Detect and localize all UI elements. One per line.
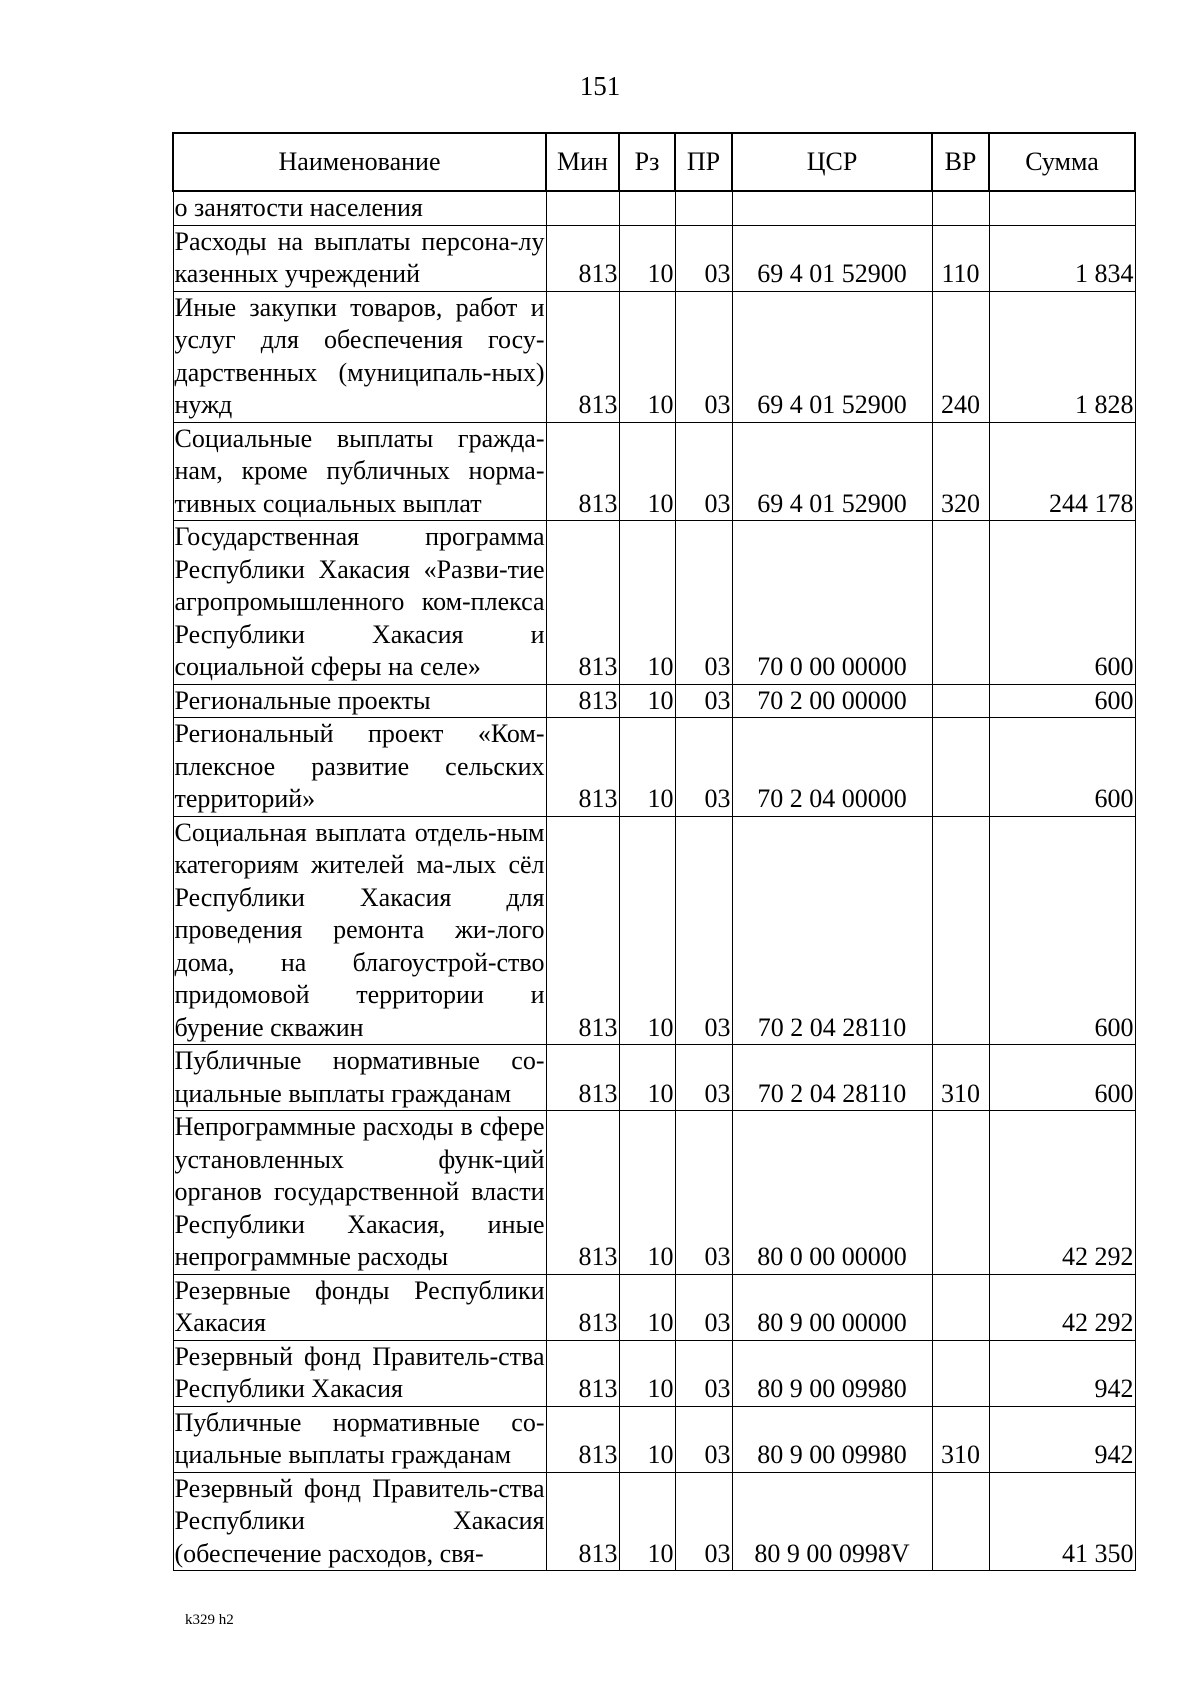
table-row [173,1111,1135,1275]
cell-csr: 70 2 04 28110 [732,816,932,1045]
header-pr: ПР [675,133,732,191]
header-vr: ВР [932,133,989,191]
cell-vr [932,191,989,225]
cell-pr: 03 [675,1406,732,1472]
cell-min: 813 [546,225,619,291]
cell-sum: 600 [989,816,1135,1045]
cell-vr [932,718,989,817]
cell-rz: 10 [619,1045,675,1111]
page-number: 151 [579,71,621,101]
cell-min: 813 [546,422,619,521]
table-row [173,422,1135,521]
cell-csr: 69 4 01 52900 [732,422,932,521]
table-row [173,225,1135,291]
cell-min: 813 [546,816,619,1045]
cell-rz: 10 [619,422,675,521]
cell-sum: 942 [989,1406,1135,1472]
cell-name: Региональные проекты [173,684,546,718]
cell-name: Резервный фонд Правитель-ства Республики Хакасия [173,1340,546,1406]
cell-csr: 80 0 00 00000 [732,1111,932,1275]
cell-rz: 10 [619,718,675,817]
cell-name: Региональный проект «Ком-плексное развитие сельских территорий» [173,718,546,817]
cell-csr: 80 9 00 09980 [732,1406,932,1472]
cell-vr: 310 [932,1045,989,1111]
cell-sum: 41 350 [989,1472,1135,1571]
cell-name: Государственная программа Республики Хакасия «Разви-тие агропромышленного ком-плекса Республики Хакасия и социальной сферы на селе» [173,521,546,685]
cell-name: Публичные нормативные со-циальные выплаты гражданам [173,1406,546,1472]
cell-min: 813 [546,1111,619,1275]
table-header-row [173,133,1135,191]
cell-name: Социальная выплата отдель-ным категориям жителей ма-лых сёл Республики Хакасия для проведения ремонта жи-лого дома, на благоустрой-ство придомовой территории и бурение скважин [173,816,546,1045]
cell-min: 813 [546,684,619,718]
cell-sum: 1 834 [989,225,1135,291]
cell-csr: 69 4 01 52900 [732,291,932,422]
cell-vr [932,1472,989,1571]
cell-rz: 10 [619,291,675,422]
cell-csr: 80 9 00 00000 [732,1274,932,1340]
cell-name: Иные закупки товаров, работ и услуг для обеспечения госу-дарственных (муниципаль-ных) нужд [173,291,546,422]
cell-vr [932,1111,989,1275]
table-row [173,1340,1135,1406]
cell-pr: 03 [675,1274,732,1340]
cell-pr: 03 [675,1340,732,1406]
cell-name: Публичные нормативные со-циальные выплаты гражданам [173,1045,546,1111]
header-rz: Рз [619,133,675,191]
cell-vr [932,1340,989,1406]
cell-min: 813 [546,291,619,422]
cell-min: 813 [546,1472,619,1571]
header-name: Наименование [173,133,546,191]
cell-name: Резервный фонд Правитель-ства Республики Хакасия (обеспечение расходов, свя- [173,1472,546,1571]
cell-rz: 10 [619,1340,675,1406]
budget-table [172,132,1136,1571]
cell-pr: 03 [675,225,732,291]
cell-sum: 942 [989,1340,1135,1406]
cell-vr [932,816,989,1045]
cell-csr [732,191,932,225]
cell-pr [675,191,732,225]
cell-pr: 03 [675,1111,732,1275]
table-row [173,718,1135,817]
cell-rz: 10 [619,1472,675,1571]
footer-code: k329 h2 [185,1612,234,1628]
table-body [173,191,1135,1571]
cell-pr: 03 [675,422,732,521]
cell-min: 813 [546,1274,619,1340]
cell-min: 813 [546,521,619,685]
table-row [173,1472,1135,1571]
cell-sum: 600 [989,521,1135,685]
table-row [173,816,1135,1045]
cell-pr: 03 [675,684,732,718]
cell-pr: 03 [675,291,732,422]
cell-csr: 69 4 01 52900 [732,225,932,291]
cell-sum [989,191,1135,225]
table-row [173,191,1135,225]
cell-csr: 70 2 00 00000 [732,684,932,718]
cell-rz: 10 [619,684,675,718]
cell-sum: 244 178 [989,422,1135,521]
cell-pr: 03 [675,1045,732,1111]
cell-min: 813 [546,718,619,817]
header-sum: Сумма [989,133,1135,191]
cell-vr: 240 [932,291,989,422]
cell-csr: 70 0 00 00000 [732,521,932,685]
cell-csr: 80 9 00 09980 [732,1340,932,1406]
cell-name: Социальные выплаты гражда-нам, кроме публичных норма-тивных социальных выплат [173,422,546,521]
cell-rz: 10 [619,225,675,291]
table-row [173,684,1135,718]
cell-vr: 320 [932,422,989,521]
cell-pr: 03 [675,718,732,817]
cell-min: 813 [546,1340,619,1406]
cell-rz [619,191,675,225]
table-row [173,1045,1135,1111]
table-row [173,1406,1135,1472]
header-min: Мин [546,133,619,191]
cell-sum: 600 [989,1045,1135,1111]
cell-name: Резервные фонды Республики Хакасия [173,1274,546,1340]
cell-rz: 10 [619,1274,675,1340]
header-csr: ЦСР [732,133,932,191]
cell-min [546,191,619,225]
cell-pr: 03 [675,1472,732,1571]
cell-rz: 10 [619,816,675,1045]
cell-vr [932,521,989,685]
cell-pr: 03 [675,521,732,685]
cell-rz: 10 [619,1111,675,1275]
cell-csr: 70 2 04 00000 [732,718,932,817]
cell-sum: 42 292 [989,1111,1135,1275]
cell-name: о занятости населения [173,191,546,225]
cell-csr: 70 2 04 28110 [732,1045,932,1111]
cell-name: Расходы на выплаты персона-лу казенных учреждений [173,225,546,291]
cell-min: 813 [546,1406,619,1472]
cell-rz: 10 [619,521,675,685]
cell-sum: 600 [989,684,1135,718]
cell-vr: 110 [932,225,989,291]
cell-sum: 42 292 [989,1274,1135,1340]
table-row [173,521,1135,685]
table-row [173,291,1135,422]
cell-vr [932,1274,989,1340]
cell-vr [932,684,989,718]
cell-pr: 03 [675,816,732,1045]
cell-rz: 10 [619,1406,675,1472]
table-row [173,1274,1135,1340]
cell-sum: 1 828 [989,291,1135,422]
cell-min: 813 [546,1045,619,1111]
cell-sum: 600 [989,718,1135,817]
cell-csr: 80 9 00 0998V [732,1472,932,1571]
cell-name: Непрограммные расходы в сфере установленных функ-ций органов государственной власти Республики Хакасия, иные непрограммные расходы [173,1111,546,1275]
cell-vr: 310 [932,1406,989,1472]
